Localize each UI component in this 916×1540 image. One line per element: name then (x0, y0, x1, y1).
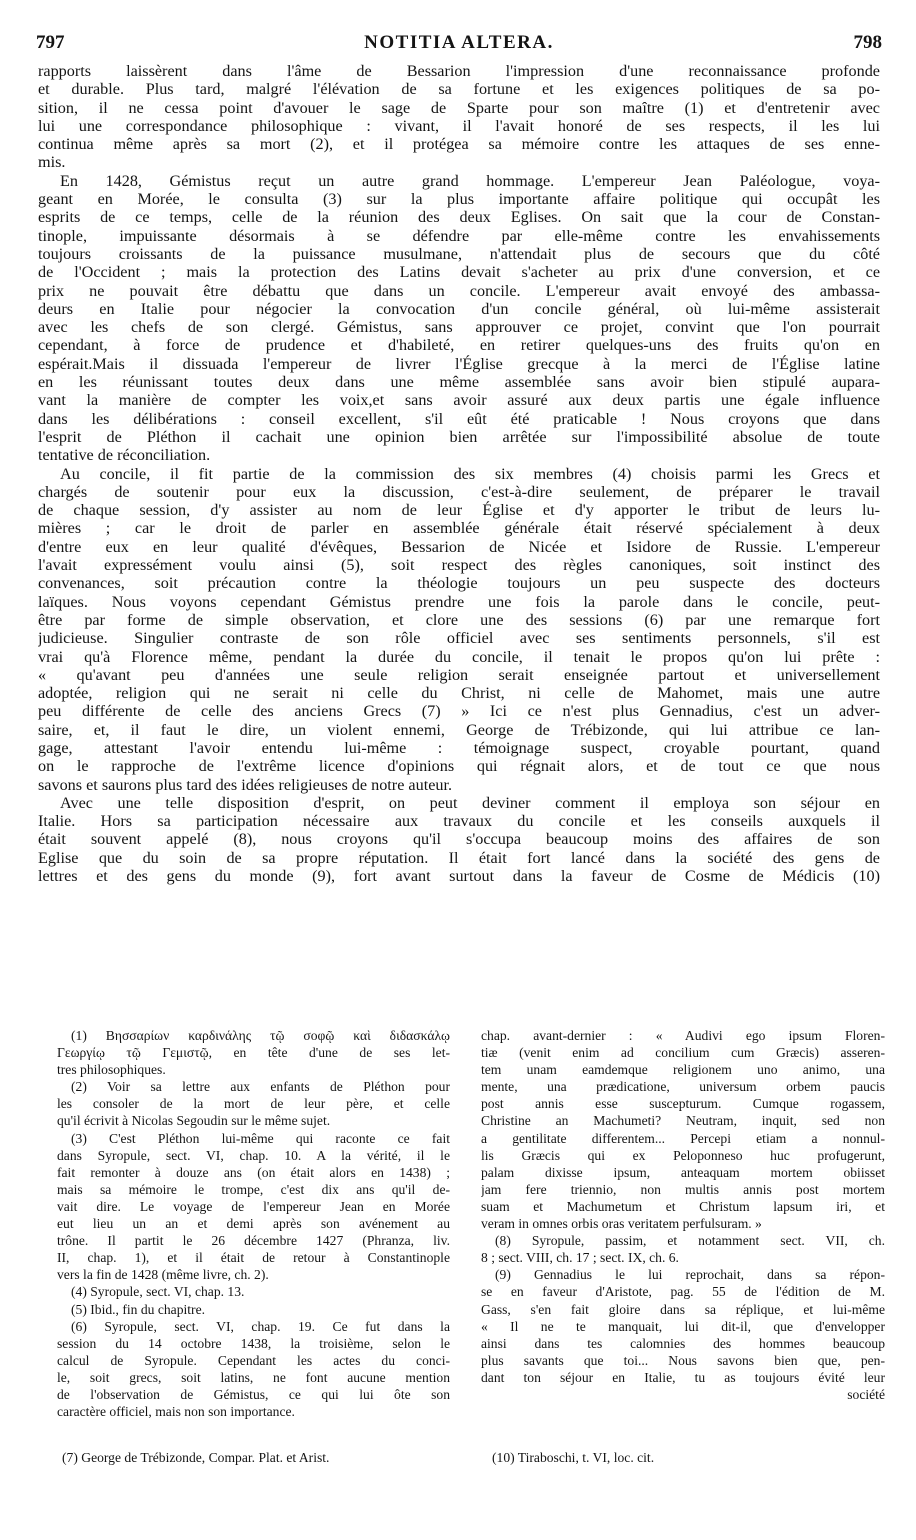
running-header (36, 32, 882, 56)
footnote-line: les consoler de la mort de leur père, et celle (57, 1096, 450, 1112)
text-line: adoptée, religion qui ne serait ni celle du Christ, ni celle de Mahomet, mais une autre (38, 684, 880, 703)
footnote-line: mais sa mémoire le trompe, c'est dix ans qu'il de- (57, 1181, 450, 1197)
footnote-line: palam dixisse ipsum, anteaquam mortem obiisset (481, 1164, 885, 1180)
text-line: Avec une telle disposition d'esprit, on peut deviner comment il employa son séjour en (60, 793, 880, 812)
footnote-line: fait remonter à douze ans (on était alors en 1438) ; (57, 1164, 450, 1180)
footnote-line: caractère officiel, mais non son importance. (57, 1404, 295, 1420)
footnote-line: Christine an Machumeti? Neutram, inquit, sed non (481, 1113, 885, 1129)
footnote-line: eut lieu un an et demi après son avénement au (57, 1216, 450, 1232)
text-line: peu différente de celle des anciens Grecs (7) » Ici ce n'est plus Gennadius, c'est un adver- (38, 702, 880, 721)
footnote-7: (7) George de Trébizonde, Compar. Plat. et Arist. (62, 1450, 330, 1465)
text-line: gage, attestant l'avoir entendu lui-même : témoignage suspect, croyable pourtant, quand (38, 738, 880, 757)
footnote-line: veram in omnes orbis oras veritatem perfulsuram. » (481, 1216, 762, 1232)
text-line: l'esprit de Pléthon il cachait une opinion bien arrêtée sur l'impossibilité absolue de toute (38, 427, 880, 446)
footnote-line: société (847, 1386, 885, 1402)
text-line: avec les chefs de son clergé. Gémistus, sans approuver ce projet, convint que l'on pourrait (38, 318, 880, 337)
footnote-line: se en faveur d'Aristote, pag. 55 de l'édition de M. (481, 1284, 885, 1300)
footnote-line: dans Syropule, sect. VI, chap. 10. A la vérité, il le (57, 1147, 450, 1163)
text-line: « qu'avant peu d'années une seule religion serait enseignée partout et universellement (38, 665, 880, 684)
text-line: l'avait expressément voulu ainsi (5), soit respect des règles canoniques, soit instinct des (38, 556, 880, 575)
text-line: esprits de ce temps, celle de la réunion des deux Eglises. On sait que la cour de Constan- (38, 208, 880, 227)
text-line: tentative de réconciliation. (38, 446, 211, 465)
text-line: vrai qu'à Florence même, pendant la durée du concile, il tenait le propos qu'on lui prête : (38, 647, 880, 666)
footnote-line: vers la fin de 1428 (même livre, ch. 2). (57, 1267, 269, 1283)
text-line: Au concile, il fit partie de la commission des six membres (4) choisis parmi les Grecs et (60, 464, 880, 483)
footnote-line: (2) Voir sa lettre aux enfants de Pléthon pour (71, 1079, 450, 1095)
text-line: saire, et, il faut le dire, un violent ennemi, George de Trébizonde, qui lui attribue ce lan- (38, 720, 880, 739)
footnote-line: (3) C'est Pléthon lui-même qui raconte ce fait (71, 1130, 450, 1146)
footnote-10: (10) Tiraboschi, t. VI, loc. cit. (492, 1450, 655, 1465)
footnote-line: tem unam eamdemque religionem uno animo, una (481, 1062, 885, 1078)
text-line: sition, il ne cessa point d'avouer le sage de Sparte pour son maître (1) et d'entretenir avec (38, 98, 880, 117)
footnote-line: (9) Gennadius le lui reprochait, dans sa répon- (495, 1267, 885, 1283)
text-line: était souvent appelé (8), nous croyons qu'il s'occupa beaucoup moins des affaires de son (38, 830, 880, 849)
footnote-line: le, soit grecs, soit latins, ne font aucune mention (57, 1369, 450, 1385)
footnotes-left-column (57, 1027, 450, 1420)
text-line: cependant, à force de prudence et d'habileté, en retirer quelques-uns des fruits qu'on en (38, 336, 880, 355)
text-line: et durable. Plus tard, malgré l'élévation de sa fortune et les exigences politiques de sa po- (38, 80, 880, 99)
running-title: NOTITIA ALTERA. (364, 32, 554, 53)
footnote-line: (4) Syropule, sect. VI, chap. 13. (71, 1284, 245, 1300)
text-line: En 1428, Gémistus reçut un autre grand hommage. L'empereur Jean Paléologue, voya- (60, 171, 880, 190)
footnote-line: dant ton séjour en Italie, tu as toujours évité leur (481, 1369, 885, 1385)
footnote-line: II, chap. 1), et il était de retour à Constantinople (57, 1250, 450, 1266)
footnote-line: plus savants que toi... Nous savons bien que, pen- (481, 1352, 885, 1368)
text-line: mis. (38, 153, 66, 172)
footnote-line: tres philosophiques. (57, 1062, 166, 1078)
text-line: savons et saurons plus tard des idées religieuses de notre auteur. (38, 775, 453, 794)
text-line: lettres et des gens du monde (9), fort avant surtout dans la faveur de Cosme de Médicis (10) (38, 867, 880, 886)
text-line: toujours croissants de la puissance musulmane, n'attendait plus de secours que du côté (38, 244, 880, 263)
footnote-line: de l'observation de Gémistus, ce qui lui ôte son (57, 1386, 450, 1402)
text-line: d'entre eux en leur qualité d'évêques, Bessarion de Nicée et Isidore de Russie. L'empereur (38, 537, 880, 556)
text-line: de chaque session, d'y assister au nom de leur Église et d'y apporter le tribut de leurs lu- (38, 501, 880, 520)
text-line: prix ne pouvait être débattu que dans un concile. L'empereur avait envoyé des ambassa- (38, 281, 880, 300)
footnote-line: chap. avant-dernier : « Audivi ego ipsum Floren- (481, 1028, 885, 1043)
text-line: judicieuse. Singulier contraste de son rôle officiel avec ses sentiments personnels, s'il est (38, 629, 880, 648)
text-line: on le rapproche de l'extrême licence d'opinions qui régnait alors, et de tout ce que nous (38, 757, 880, 776)
footnotes-right-column (481, 1027, 885, 1403)
footnote-line: qu'il écrivit à Nicolas Segoudin sur le même sujet. (57, 1113, 331, 1129)
text-line: en les réunissant toutes deux dans une même assemblée sans avoir bien stipulé aupara- (38, 373, 880, 392)
footnote-line: 8 ; sect. VIII, ch. 17 ; sect. IX, ch. 6. (481, 1250, 679, 1266)
text-line: Eglise que du soin de sa propre réputation. Il était fort lancé dans la société des gens de (38, 848, 880, 867)
footnote-line: calcul de Syropule. Cependant les actes du conci- (57, 1352, 450, 1368)
text-line: chargés de soutenir pour eux la discussion, c'est-à-dire seulement, de préparer le travail (38, 482, 880, 501)
footnote-line: trône. Il partit le 26 décembre 1427 (Phranza, liv. (57, 1233, 450, 1249)
footnote-line: (6) Syropule, sect. VI, chap. 19. Ce fut dans la (71, 1318, 450, 1334)
footnote-line: a gentilitate differentem... Percepi etiam a nonnul- (481, 1130, 885, 1146)
footnote-line: tiæ (venit enim ad concilium cum Græcis) asseren- (481, 1045, 885, 1061)
text-line: tinople, impuissante désormais à se défendre par elle-même contre les envahissements (38, 226, 880, 245)
footnote-line: lis Græcis qui ex Peloponneso huc profugerunt, (481, 1147, 885, 1163)
footnote-line: Gass, s'en fait gloire dans sa réplique, et lui-même (481, 1301, 885, 1317)
text-line: deurs en Italie pour négocier la convocation d'un concile général, où lui-même assisterait (38, 299, 880, 318)
footnote-line: post annis esse suscepturum. Cumque rogassem, (481, 1096, 885, 1112)
text-line: geant en Morée, le consulta (3) sur la plus importante affaire politique qui occupât les (38, 190, 880, 209)
text-line: dans les délibérations : conseil excellent, s'il eût été praticable ! Nous croyons que dans (38, 409, 880, 428)
text-line: convenances, soit précaution contre la théologie toujours un peu suspecte des docteurs (38, 574, 880, 593)
text-line: lui une correspondance philosophique : vivant, il l'avait honoré de ses respects, il les lui (38, 116, 880, 135)
footnote-line: (8) Syropule, passim, et notamment sect. VII, ch. (495, 1233, 885, 1249)
text-line: espérait.Mais il dissuada l'empereur de livrer l'Église grecque à la merci de l'Église latine (38, 354, 880, 373)
text-line: Italie. Hors sa participation nécessaire aux travaux du concile et les conseils auxquels il (38, 812, 880, 831)
page-number-right: 798 (853, 32, 882, 53)
text-line: mières ; car le droit de parler en assemblée générale était réservé spécialement à deux (38, 519, 880, 538)
footnote-line: (1) Βησσαρίων καρδινάλης τῷ σοφῷ καὶ διδασκάλῳ (71, 1028, 450, 1043)
page-number-left: 797 (36, 32, 65, 53)
main-text (38, 62, 880, 885)
footnote-line: session du 14 octobre 1438, la troisième, selon le (57, 1335, 450, 1351)
footnote-line: suam et Machumetum et Christum lapsum iri, et (481, 1198, 885, 1214)
text-line: de l'Occident ; mais la protection des Latins devait s'acheter au prix d'une conversion, et ce (38, 263, 880, 282)
footnote-line: Γεωργίῳ τῷ Γεμιστῷ, en tête d'une de ses let- (57, 1045, 450, 1061)
text-line: vant la manière de compter les voix,et sans avoir assuré aux deux partis une égale influence (38, 391, 880, 410)
footnote-line: (5) Ibid., fin du chapitre. (71, 1301, 206, 1317)
footnote-line: mente, una prædicatione, universum orbem paucis (481, 1079, 885, 1095)
text-line: continua même après sa mort (2), et il protégea sa mémoire contre les attaques de ses enne- (38, 135, 880, 154)
footnote-line: « Il ne te manquait, lui dit-il, que d'envelopper (481, 1318, 885, 1334)
text-line: être par forme de simple observation, et clore une des sessions (6) par une remarque fort (38, 610, 880, 629)
text-line: rapports laissèrent dans l'âme de Bessarion l'impression d'une reconnaissance profonde (38, 62, 880, 80)
text-line: laïques. Nous voyons cependant Gémistus prendre une fois la parole dans le concile, peut- (38, 592, 880, 611)
footnote-line: ainsi dans tes calomnies des hommes beaucoup (481, 1335, 885, 1351)
footnote-line: vait dire. Le voyage de l'empereur Jean en Morée (57, 1198, 450, 1214)
footnote-line: jam fere triennio, non multis annis post mortem (481, 1181, 885, 1197)
